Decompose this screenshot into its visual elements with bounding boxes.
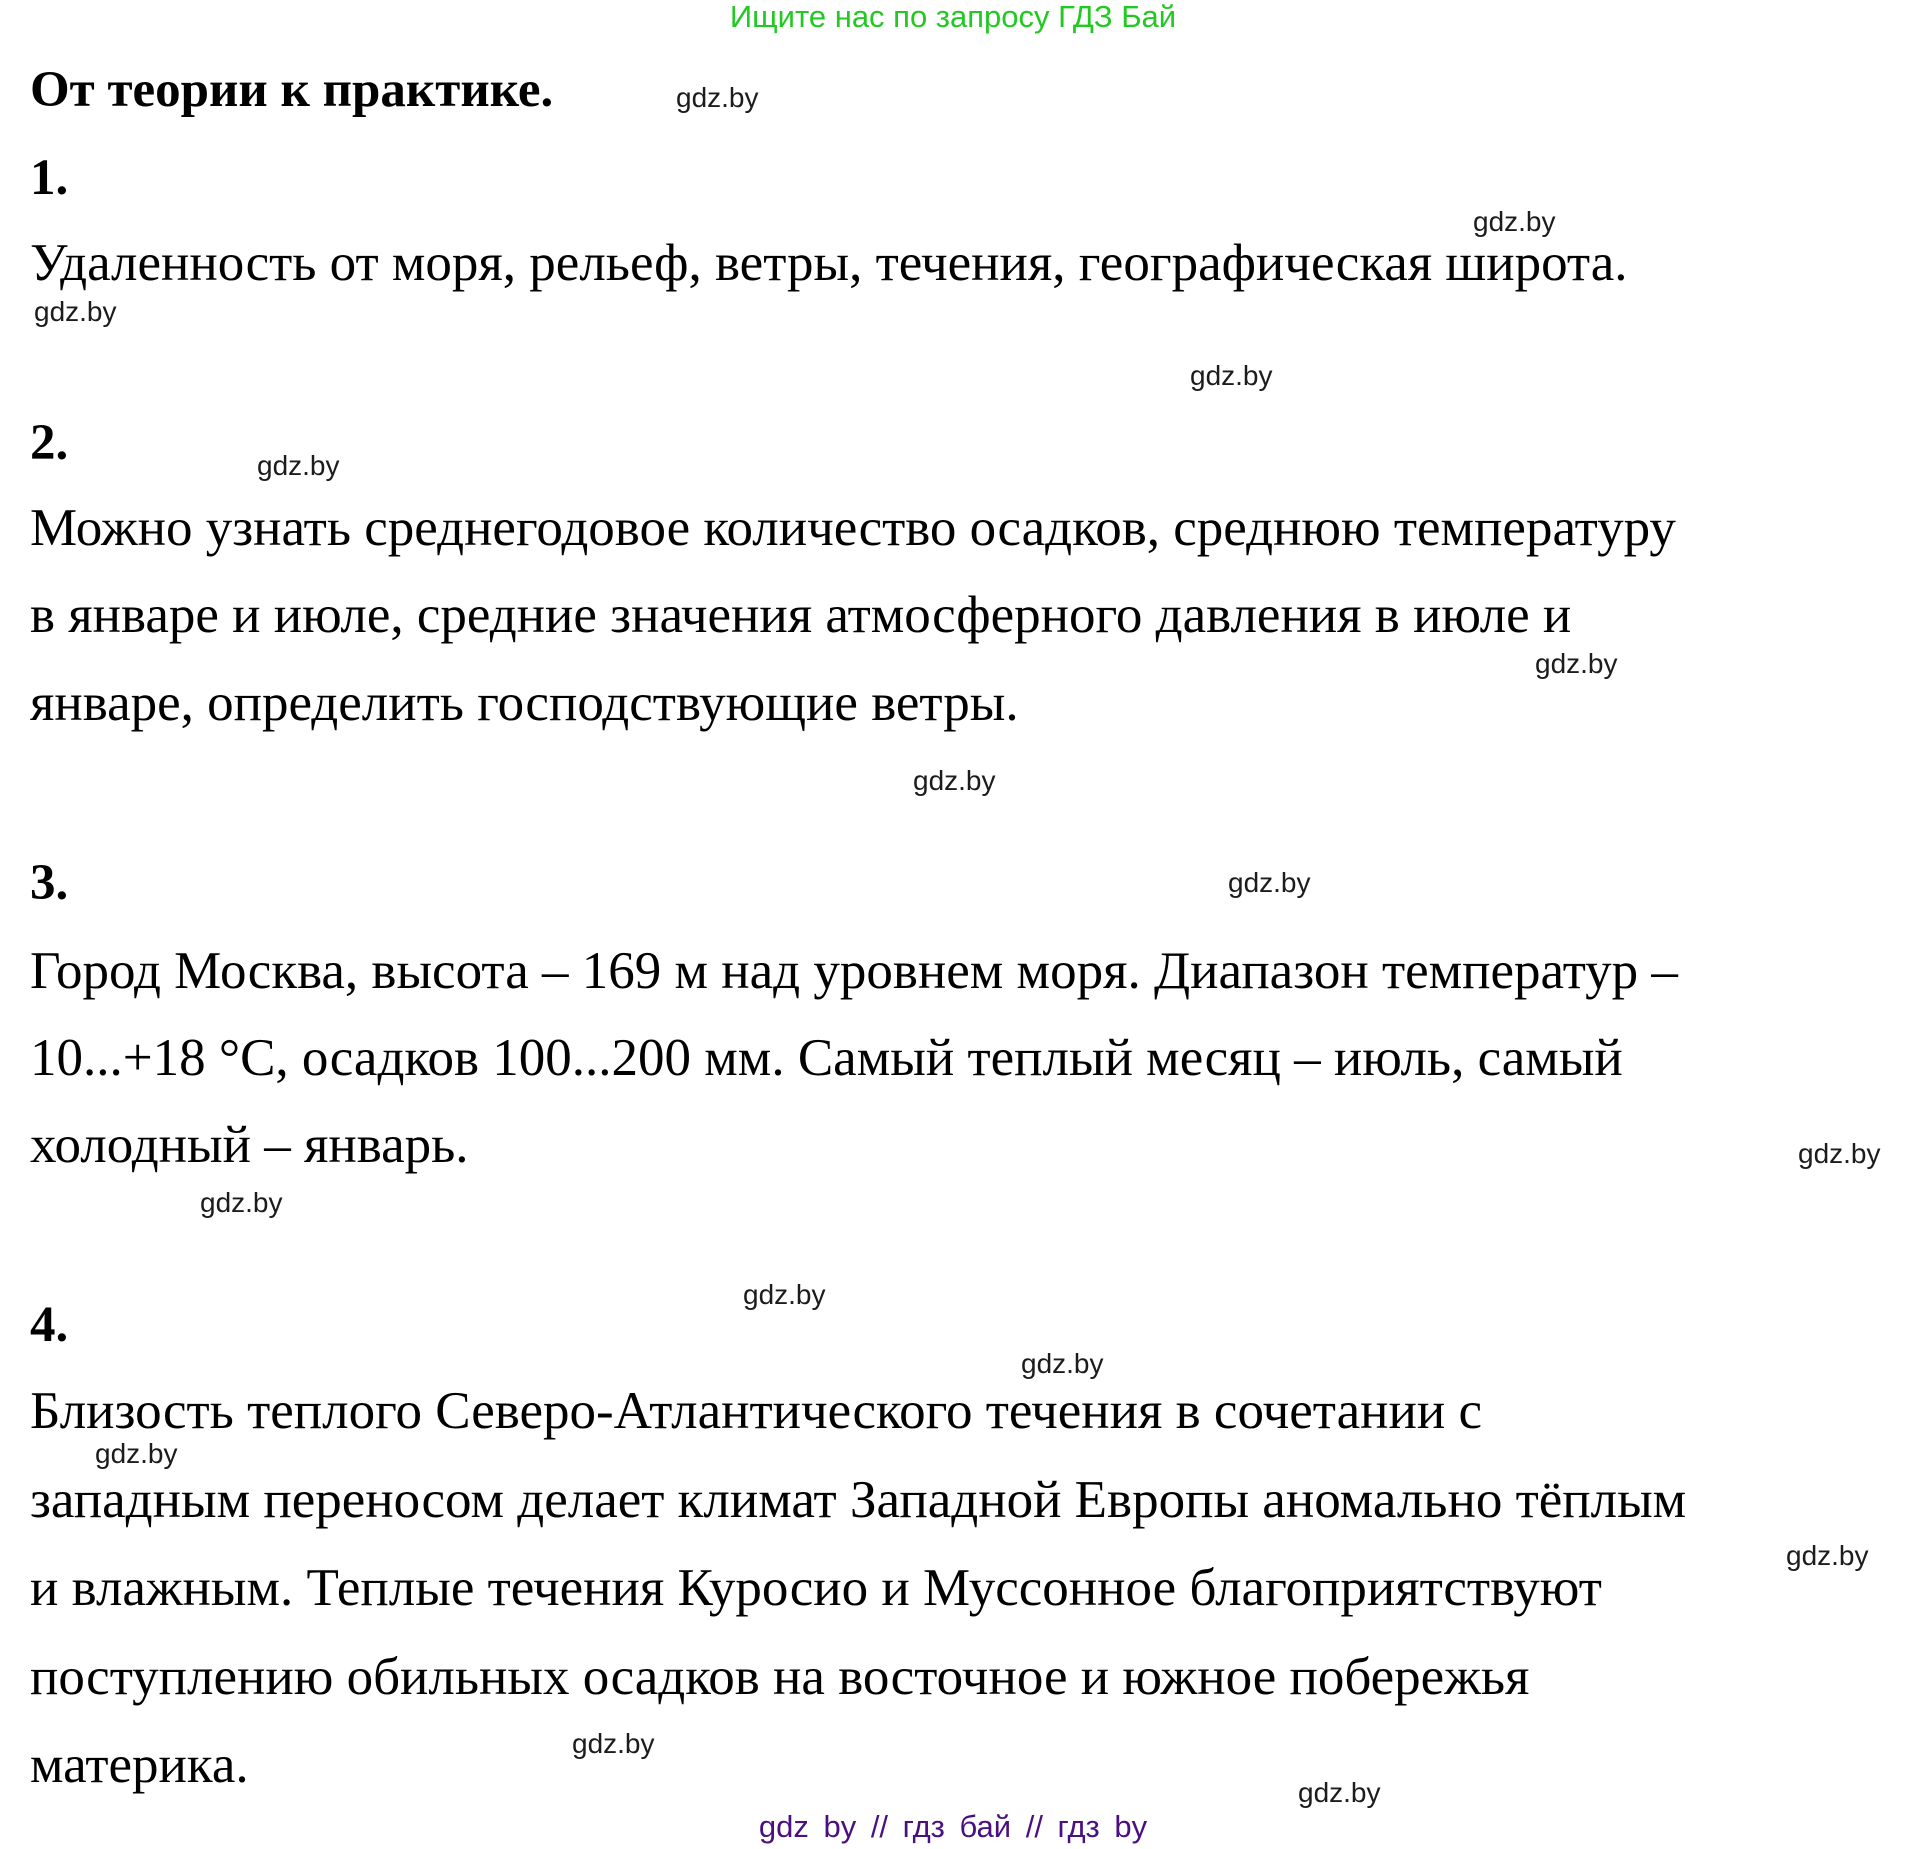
section-3-line-1: Город Москва, высота – 169 м над уровнем моря. Диапазон температур –: [30, 942, 1678, 1000]
section-4-line-5: материка.: [30, 1736, 249, 1794]
watermark: gdz.by: [676, 82, 759, 113]
section-2-line-1: Можно узнать среднегодовое количество осадков, среднюю температуру: [30, 499, 1676, 557]
watermark: gdz.by: [1535, 648, 1618, 679]
section-3-line-3: холодный – январь.: [30, 1116, 469, 1174]
section-4-number: 4.: [30, 1297, 69, 1353]
watermark: gdz.by: [572, 1728, 655, 1759]
section-2-line-2: в январе и июле, средние значения атмосферного давления в июле и: [30, 586, 1572, 644]
section-1-line-1: Удаленность от моря, рельеф, ветры, течения, географическая широта.: [30, 234, 1628, 292]
page-title: От теории к практике.: [30, 62, 554, 118]
section-3-line-2: 10...+18 °С, осадков 100...200 мм. Самый теплый месяц – июль, самый: [30, 1029, 1623, 1087]
section-4-line-2: западным переносом делает климат Западной Европы аномально тёплым: [30, 1471, 1687, 1529]
watermark: gdz.by: [95, 1438, 178, 1469]
header-banner: Ищите нас по запросу ГДЗ Бай: [729, 0, 1177, 34]
section-4-line-1: Близость теплого Северо-Атлантического течения в сочетании с: [30, 1382, 1482, 1440]
watermark: gdz.by: [257, 450, 340, 481]
section-3-number: 3.: [30, 855, 69, 911]
watermark: gdz.by: [913, 765, 996, 796]
watermark: gdz.by: [1190, 360, 1273, 391]
section-4-line-3: и влажным. Теплые течения Куросио и Муссонное благоприятствуют: [30, 1559, 1602, 1617]
section-4-line-4: поступлению обильных осадков на восточное и южное побережья: [30, 1648, 1530, 1706]
watermark: gdz.by: [1298, 1777, 1381, 1808]
watermark: gdz.by: [200, 1187, 283, 1218]
watermark: gdz.by: [1786, 1540, 1869, 1571]
watermark: gdz.by: [1473, 206, 1556, 237]
watermark: gdz.by: [1798, 1138, 1881, 1169]
footer-banner: gdz by // гдз бай // гдз by: [758, 1809, 1148, 1844]
section-2-number: 2.: [30, 415, 69, 471]
watermark: gdz.by: [34, 296, 117, 327]
watermark: gdz.by: [743, 1279, 826, 1310]
watermark: gdz.by: [1228, 867, 1311, 898]
watermark: gdz.by: [1021, 1348, 1104, 1379]
section-1-number: 1.: [30, 150, 69, 206]
section-2-line-3: январе, определить господствующие ветры.: [30, 674, 1019, 732]
